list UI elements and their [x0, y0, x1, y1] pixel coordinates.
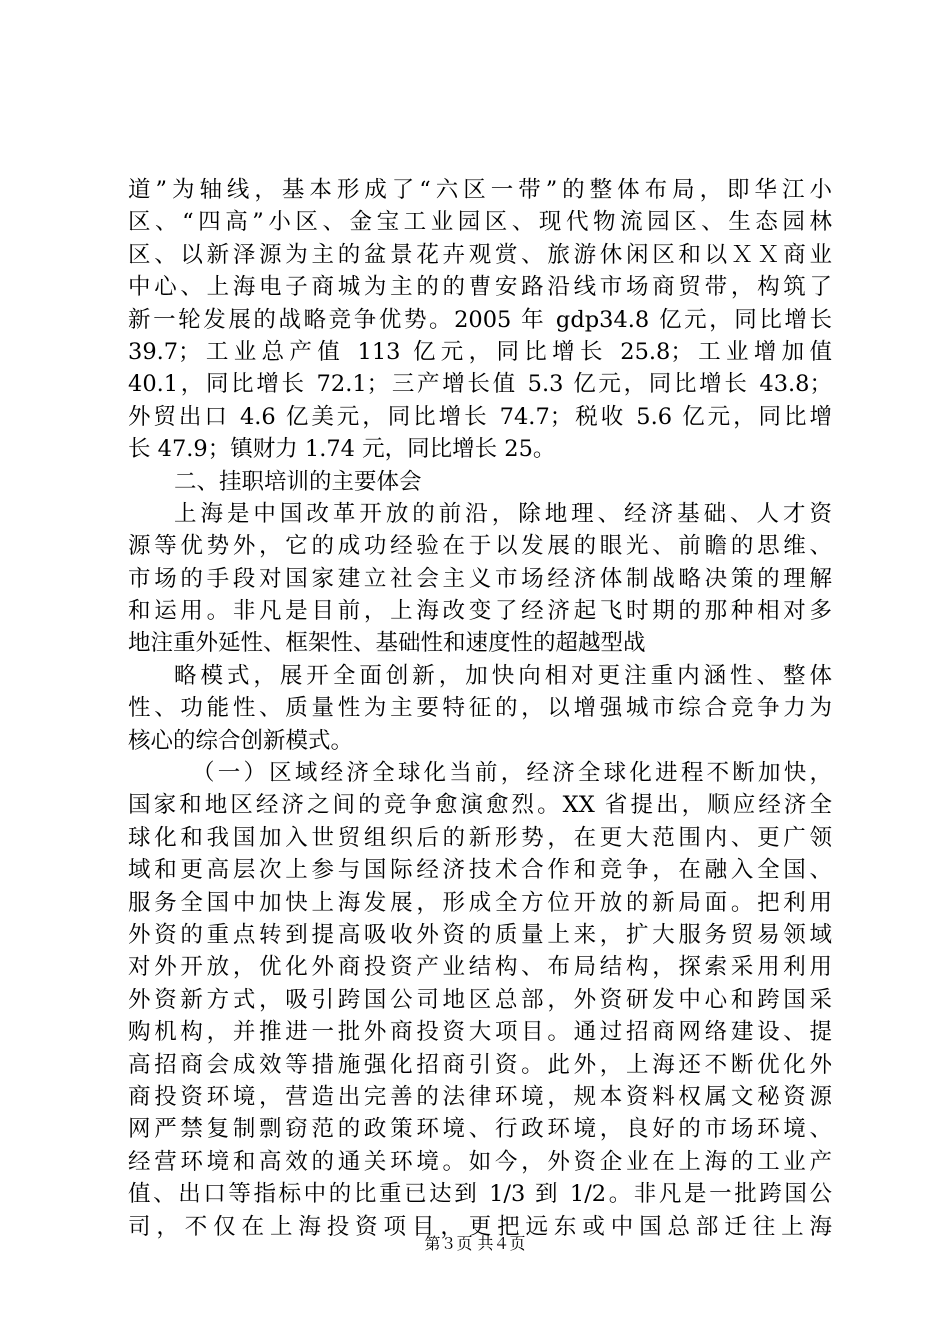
text-line: 值、出口等指标中的比重已达到 1/3 到 1/2。非凡是一批跨国公: [128, 1181, 832, 1208]
text-line: 39.7；工业总产值 113 亿元，同比增长 25.8；工业增加值: [128, 338, 832, 365]
text-line: 道”为轴线，基本形成了“六区一带”的整体布局，即华江小: [128, 177, 832, 203]
text-line: 性、功能性、质量性为主要特征的，以增强城市综合竞争力为: [128, 695, 832, 722]
text-line: 核心的综合创新模式。: [128, 727, 354, 754]
text-line: 区、以新泽源为主的盆景花卉观赏、旅游休闲区和以ＸＸ商业: [128, 241, 832, 268]
text-line: 服务全国中加快上海发展，形成全方位开放的新局面。把利用: [128, 889, 832, 916]
text-line: 域和更高层次上参与国际经济技术合作和竞争，在融入全国、: [128, 857, 832, 884]
page-footer: 第３页 共４页: [424, 1234, 526, 1253]
text-line: 国家和地区经济之间的竞争愈演愈烈。XX 省提出，顺应经济全: [128, 792, 832, 819]
text-line: 源等优势外，它的成功经验在于以发展的眼光、前瞻的思维、: [128, 533, 832, 560]
text-line: 对外开放，优化外商投资产业结构、布局结构，探索采用利用: [128, 954, 832, 981]
text-line: 球化和我国加入世贸组织后的新形势，在更大范围内、更广领: [128, 824, 832, 851]
text-line: 区、“四高”小区、金宝工业园区、现代物流园区、生态园林: [128, 209, 832, 236]
text-line: 长 47.9；镇财力 1.74 元，同比增长 25。: [128, 436, 556, 463]
section-heading: 二、挂职培训的主要体会: [174, 468, 422, 495]
text-line: 司，不仅在上海投资项目，更把远东或中国总部迁往上海: [128, 1213, 832, 1240]
text-line: 略模式，展开全面创新，加快向相对更注重内涵性、整体: [174, 662, 832, 689]
text-line: 地注重外延性、框架性、基础性和速度性的超越型战: [128, 630, 646, 657]
text-line: 经营环境和高效的通关环境。如今，外资企业在上海的工业产: [128, 1148, 832, 1175]
text-line: 外贸出口 4.6 亿美元，同比增长 74.7；税收 5.6 亿元，同比增: [128, 403, 832, 430]
text-line: 中心、上海电子商城为主的的曹安路沿线市场商贸带，构筑了: [128, 274, 832, 301]
text-line: 40.1，同比增长 72.1；三产增长值 5.3 亿元，同比增长 43.8；: [128, 371, 832, 398]
text-line: 商投资环境，营造出完善的法律环境，规本资料权属文秘资源: [128, 1083, 832, 1110]
document-body: [128, 174, 832, 1243]
subsection-heading: （一）区域经济全球化当前，经济全球化进程不断加快，: [192, 760, 832, 787]
text-line: 和运用。非凡是目前，上海改变了经济起飞时期的那种相对多: [128, 598, 832, 625]
text-line: 购机构，并推进一批外商投资大项目。通过招商网络建设、提: [128, 1019, 832, 1046]
text-line: 外资的重点转到提高吸收外资的质量上来，扩大服务贸易领域: [128, 921, 832, 948]
text-line: 上海是中国改革开放的前沿，除地理、经济基础、人才资: [174, 500, 832, 527]
text-line: 新一轮发展的战略竞争优势。2005 年 gdp34.8 亿元，同比增长: [128, 306, 832, 333]
text-line: 高招商会成效等措施强化招商引资。此外，上海还不断优化外: [128, 1051, 832, 1078]
text-line: 网严禁复制剽窃范的政策环境、行政环境，良好的市场环境、: [128, 1116, 832, 1143]
text-line: 市场的手段对国家建立社会主义市场经济体制战略决策的理解: [128, 565, 832, 592]
text-line: 外资新方式，吸引跨国公司地区总部，外资研发中心和跨国采: [128, 986, 832, 1013]
